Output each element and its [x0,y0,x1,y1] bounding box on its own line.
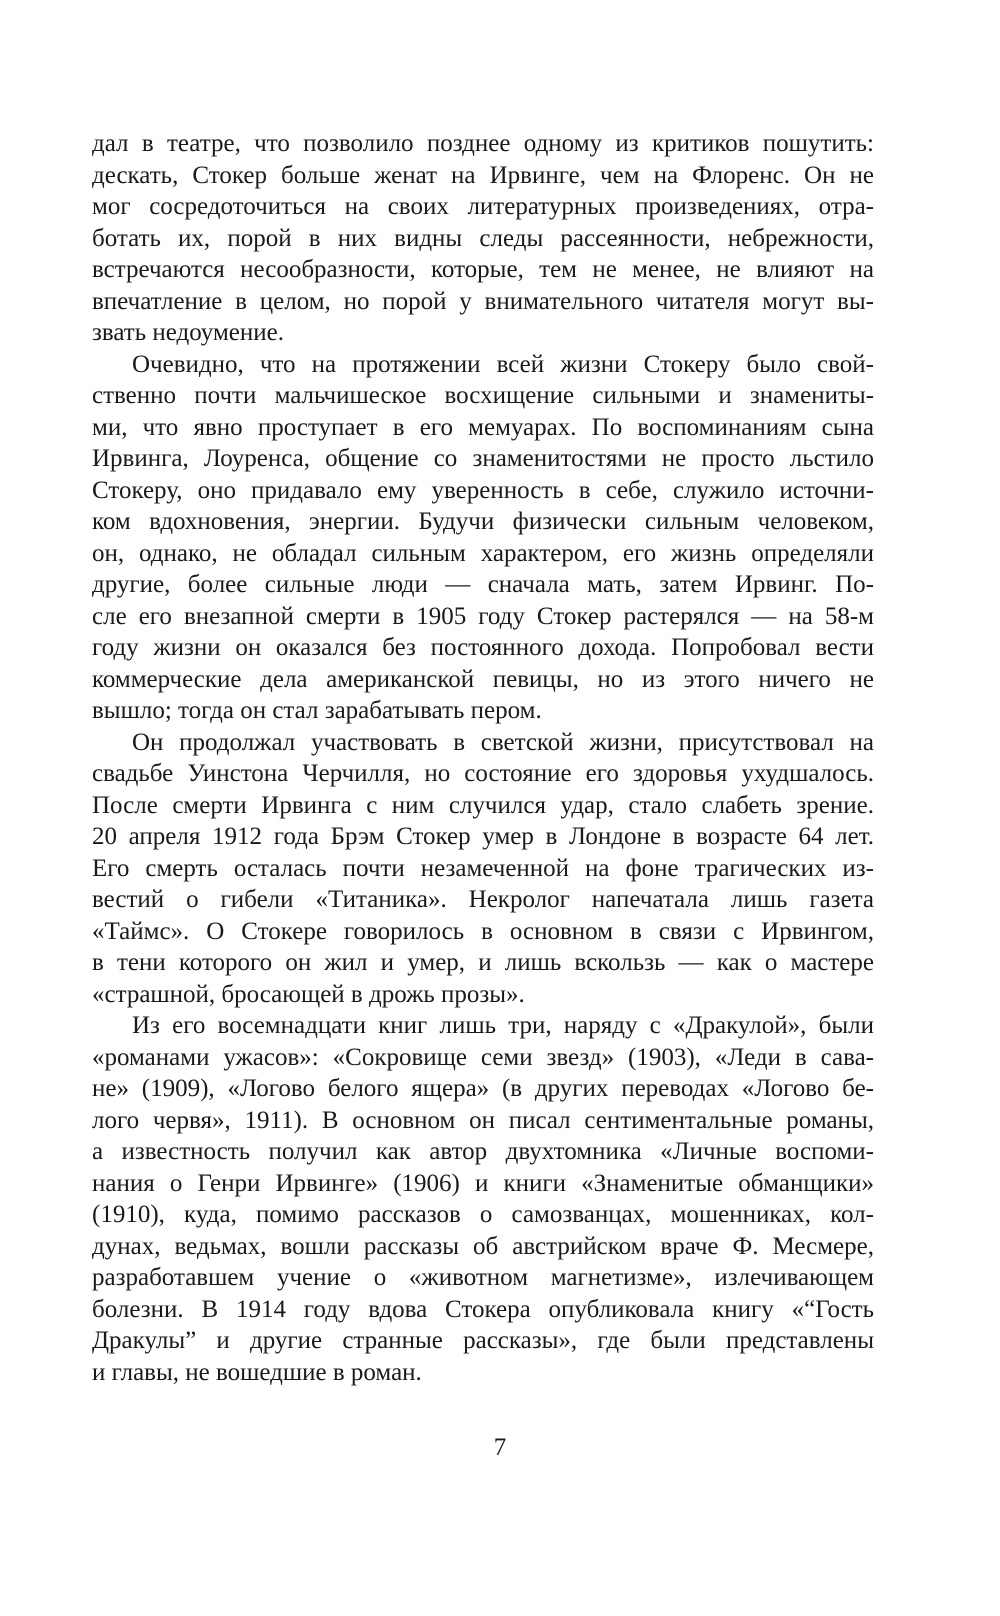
text-line: «Таймс». О Стокере говорилось в основном в связи с Ирвингом, [92,917,874,945]
text-line: лого червя», 1911). В основном он писал сентиментальные романы, [92,1106,874,1134]
text-line: звать недоумение. [92,319,284,346]
text-line: он, однако, не обладал сильным характером, его жизнь определяли [92,539,874,567]
text-line: болезни. В 1914 году вдова Стокера опубликовала книгу «“Гость [92,1295,874,1323]
body-text [92,128,874,1388]
text-line: встречаются несообразности, которые, тем не менее, не влияют на [92,256,874,283]
text-line: Его смерть осталась почти незамеченной на фоне трагических из- [92,854,874,882]
text-line: мог сосредоточиться на своих литературных произведениях, отра- [92,193,874,220]
text-line: вышло; тогда он стал зарабатывать пером. [92,697,542,724]
text-line: «страшной, бросающей в дрожь прозы». [92,980,525,1008]
text-line: ми, что явно проступает в его мемуарах. По воспоминаниям сына [92,413,874,441]
text-line: сле его внезапной смерти в 1905 году Стокер растерялся — на 58-м [92,602,874,630]
text-line: ботать их, порой в них видны следы рассеянности, небрежности, [92,224,874,252]
text-line: другие, более сильные люди — сначала мать, затем Ирвинг. По- [92,571,874,598]
text-line: дескать, Стокер больше женат на Ирвинге, чем на Флоренс. Он не [92,161,874,189]
paragraph [92,128,874,349]
text-line: Ирвинга, Лоуренса, общение со знаменитостями не просто льстило [92,445,874,472]
text-line: ком вдохновения, энергии. Будучи физически сильным человеком, [92,508,874,535]
text-line: нания о Генри Ирвинге» (1906) и книги «Знаменитые обманщики» [92,1169,874,1197]
text-line: Он продолжал участвовать в светской жизни, присутствовал на [132,728,874,756]
text-line: свадьбе Уинстона Черчилля, но состояние его здоровья ухудшалось. [92,760,874,787]
text-line: и главы, не вошедшие в роман. [92,1358,422,1386]
text-line: Дракулы” и другие странные рассказы», где были представлены [92,1327,874,1354]
text-line: вестий о гибели «Титаника». Некролог напечатала лишь газета [92,886,874,913]
text-line: После смерти Ирвинга с ним случился удар, стало слабеть зрение. [92,791,874,819]
text-line: впечатление в целом, но порой у внимательного читателя могут вы- [92,287,874,315]
paragraph [92,727,874,1011]
paragraph [92,349,874,727]
text-line: Очевидно, что на протяжении всей жизни Стокеру было свой- [132,350,874,378]
paragraph [92,1010,874,1388]
text-line: коммерческие дела американской певицы, но из этого ничего не [92,665,874,693]
text-line: в тени которого он жил и умер, и лишь вскользь — как о мастере [92,949,874,976]
text-line: Стокеру, оно придавало ему уверенность в себе, служило источни- [92,476,874,504]
text-line: 20 апреля 1912 года Брэм Стокер умер в Лондоне в возрасте 64 лет. [92,823,874,850]
text-line: году жизни он оказался без постоянного дохода. Попробовал вести [92,634,874,661]
text-line: разработавшем учение о «животном магнетизме», излечивающем [92,1264,874,1291]
text-line: Из его восемнадцати книг лишь три, наряду с «Дракулой», были [132,1012,874,1039]
text-line: (1910), куда, помимо рассказов о самозванцах, мошенниках, кол- [92,1201,874,1228]
text-line: а известность получил как автор двухтомника «Личные воспоми- [92,1138,874,1165]
text-line: дал в театре, что позволило позднее одному из критиков пошутить: [92,130,874,157]
text-line: дунах, ведьмах, вошли рассказы об австрийском враче Ф. Месмере, [92,1232,874,1260]
text-line: не» (1909), «Логово белого ящера» (в других переводах «Логово бе- [92,1075,874,1102]
page-number: 7 [493,1434,507,1461]
text-line: ственно почти мальчишеское восхищение сильными и знамениты- [92,382,874,409]
text-line: «романами ужасов»: «Сокровище семи звезд» (1903), «Леди в сава- [92,1043,874,1071]
